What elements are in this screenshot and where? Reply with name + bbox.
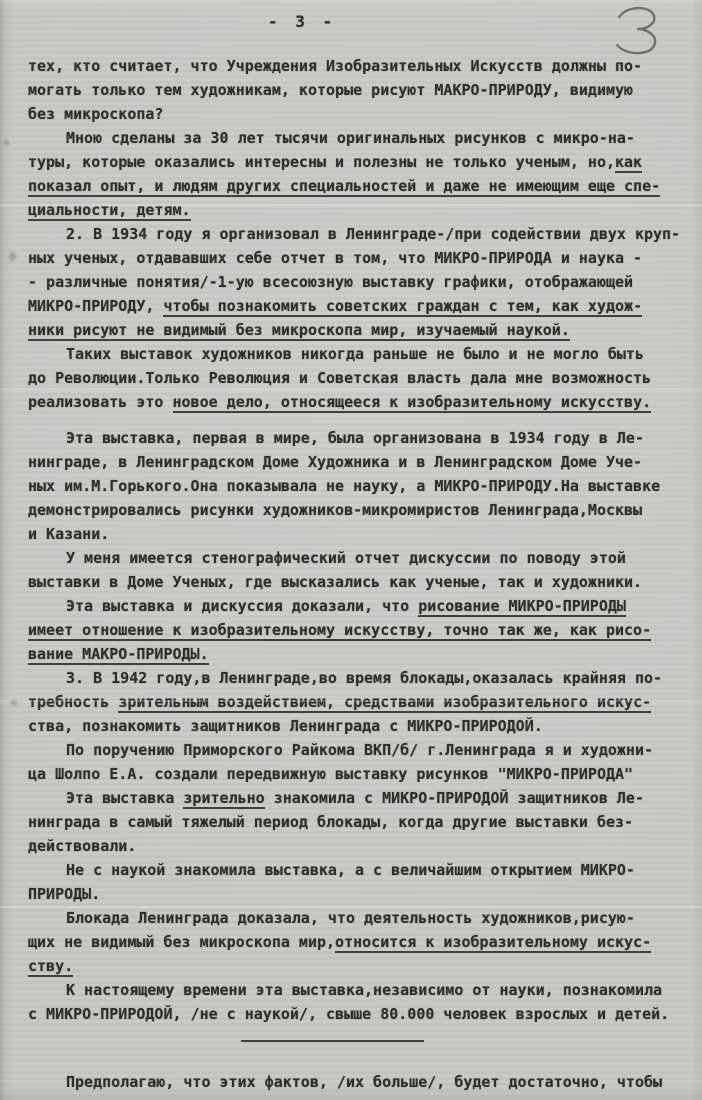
- text-line: [28, 594, 680, 618]
- text-segment: ства, познакомить защитников Ленинграда с МИКРО-ПРИРОДОЙ.: [28, 717, 543, 735]
- text-segment: ных ученых, отдававших себе отчет в том, что МИКРО-ПРИРОДА и наука -: [28, 249, 643, 267]
- text-line: [28, 714, 680, 738]
- text-line: [28, 270, 680, 294]
- text-segment: ПРИРОДЫ.: [28, 885, 101, 903]
- underlined-text: новое дело, относящееся к изобразительному искусству.: [172, 393, 652, 411]
- underlined-text: ники рисуют не видимый без микроскопа мир, изучаемый наукой.: [28, 321, 570, 339]
- text-line: [28, 150, 680, 174]
- text-segment: Эта выставка, первая в мире, была организована в 1934 году в Ле-: [66, 429, 644, 447]
- text-line: [28, 54, 680, 78]
- text-line: [28, 546, 680, 570]
- paragraph: [28, 978, 680, 1026]
- text-line: [28, 498, 680, 522]
- text-segment: реализовать это: [28, 393, 173, 411]
- paragraph: [28, 666, 680, 738]
- paragraph: [28, 126, 680, 222]
- text-line: [28, 450, 680, 474]
- text-line: [28, 198, 680, 222]
- scan-smudge: [9, 252, 16, 261]
- scan-smudge: [4, 140, 9, 146]
- text-segment: демонстрировались рисунки художников-микромиристов Ленинграда,Москвы: [28, 501, 643, 519]
- text-segment: тех, кто считает, что Учреждения Изобразительных Искусств должны по-: [28, 57, 643, 75]
- text-line: [28, 1070, 680, 1094]
- text-line: [28, 522, 680, 546]
- text-line: [28, 618, 680, 642]
- text-segment: Мною сделаны за 30 лет тысячи оригинальных рисунков с микро-на-: [66, 129, 635, 147]
- paragraph: [28, 1070, 680, 1094]
- text-segment: требность: [28, 693, 119, 711]
- text-line: [28, 390, 680, 414]
- text-line: [28, 246, 680, 270]
- text-segment: могать только тем художникам, которые рисуют МАКРО-ПРИРОДУ, видимую: [28, 81, 634, 99]
- text-line: [28, 426, 680, 450]
- scan-smudge: [11, 700, 17, 706]
- text-segment: Эта выставка и дискуссия доказали, что: [66, 597, 419, 615]
- text-segment: Не с наукой знакомила выставка, а с величайшим открытием МИКРО-: [66, 861, 635, 879]
- text-segment: выставки в Доме Ученых, где высказались как ученые, так и художники.: [28, 573, 643, 591]
- text-line: [28, 474, 680, 498]
- text-segment: 3. В 1942 году,в Ленинграде,во время блокады,оказалась крайняя по-: [66, 669, 663, 687]
- text-segment: нинграда в самый тяжелый период блокады, когда другие выставки без-: [28, 813, 634, 831]
- text-segment: - различные понятия/-1-ую всесоюзную выставку графики, отображающей: [28, 273, 634, 291]
- paragraph: [28, 546, 680, 594]
- paragraph: [28, 786, 680, 858]
- text-segment: Блокада Ленинграда доказала, что деятельность художников,рисую-: [66, 909, 635, 927]
- text-segment: туры, которые оказались интересны и полезны не только ученым, но,: [28, 153, 615, 171]
- text-segment: ных им.М.Горького.Она показывала не науку, а МИКРО-ПРИРОДУ.На выставке: [28, 477, 661, 495]
- text-line: [28, 930, 680, 954]
- text-line: [28, 954, 680, 978]
- handwritten-page-number: [605, 1, 668, 59]
- text-line: [28, 318, 680, 342]
- text-segment: К настоящему времени эта выставка,независимо от науки, познакомила: [66, 981, 663, 999]
- text-line: [28, 738, 680, 762]
- underlined-text: зрительно: [183, 789, 265, 807]
- text-line: [28, 174, 680, 198]
- text-line: [28, 342, 680, 366]
- text-line: [28, 666, 680, 690]
- text-line: [28, 126, 680, 150]
- text-line: [28, 78, 680, 102]
- text-segment: знакомила с МИКРО-ПРИРОДОЙ защитников Ле-: [264, 789, 644, 807]
- text-line: [28, 882, 680, 906]
- text-line: [28, 690, 680, 714]
- text-segment: Эта выставка: [66, 789, 184, 807]
- text-segment: и Казани.: [28, 525, 110, 543]
- underlined-text: как: [615, 153, 643, 171]
- text-segment: щих не видимый без микроскопа мир,: [28, 933, 336, 951]
- text-line: [28, 786, 680, 810]
- paragraph: [28, 426, 680, 546]
- underlined-text: имеет отношение к изобразительному искусству, точно так же, как рисо-: [28, 621, 652, 639]
- text-line: [28, 366, 680, 390]
- text-line: [28, 294, 680, 318]
- paragraph: [28, 54, 680, 126]
- underlined-text: показал опыт, и людям других специальностей и даже не имеющим еще спе-: [28, 177, 661, 195]
- paragraph: [28, 342, 680, 414]
- text-segment: МИКРО-ПРИРОДУ,: [28, 297, 164, 315]
- text-segment: нинграде, в Ленинградском Доме Художника и в Ленинградском Доме Уче-: [28, 453, 643, 471]
- paragraph: [28, 222, 680, 342]
- text-segment: до Революции.Только Революция и Советская власть дала мне возможность: [28, 369, 652, 387]
- section-divider: [241, 1040, 424, 1042]
- underlined-text: вание МАКРО-ПРИРОДЫ.: [28, 645, 209, 663]
- underlined-text: рисование МИКРО-ПРИРОДЫ: [418, 597, 626, 615]
- text-segment: без микроскопа?: [28, 105, 164, 123]
- paragraph: [28, 594, 680, 666]
- underlined-text: относится к изобразительному искус-: [335, 933, 652, 951]
- text-segment: У меня имеется стенографический отчет дискуссии по поводу этой: [66, 549, 626, 567]
- text-segment: Предполагаю, что этих фактов, /их больше/, будет достаточно, чтобы: [66, 1073, 663, 1091]
- paragraph: [28, 738, 680, 786]
- underlined-text: циальности, детям.: [28, 201, 191, 219]
- page-number: - 3 -: [268, 12, 337, 31]
- underlined-text: чтобы познакомить советских граждан с тем, как худож-: [163, 297, 643, 315]
- text-line: [28, 834, 680, 858]
- underlined-text: ству.: [28, 957, 74, 975]
- text-segment: 2. В 1934 году я организовал в Ленинграде-/при содействии двух круп-: [66, 225, 681, 243]
- text-line: [28, 1002, 680, 1026]
- text-line: [28, 810, 680, 834]
- text-segment: с МИКРО-ПРИРОДОЙ, /не с наукой/, свыше 80.000 человек взрослых и детей.: [28, 1005, 670, 1023]
- paragraph: [28, 858, 680, 906]
- text-line: [28, 570, 680, 594]
- text-segment: По поручению Приморского Райкома ВКП/б/ г.Ленинграда я и художни-: [66, 741, 653, 759]
- text-line: [28, 102, 680, 126]
- text-line: [28, 858, 680, 882]
- text-segment: ца Шолпо Е.А. создали передвижную выставку рисунков "МИКРО-ПРИРОДА": [28, 765, 634, 783]
- text-segment: действовали.: [28, 837, 137, 855]
- text-line: [28, 222, 680, 246]
- text-line: [28, 906, 680, 930]
- handwritten-3-icon: [605, 1, 668, 59]
- text-line: [28, 762, 680, 786]
- text-line: [28, 642, 680, 666]
- text-segment: Таких выставок художников никогда раньше не было и не могло быть: [66, 345, 644, 363]
- document-body: [28, 54, 680, 1094]
- paragraph: [28, 906, 680, 978]
- underlined-text: зрительным воздействием, средствами изобразительного искус-: [118, 693, 652, 711]
- text-line: [28, 978, 680, 1002]
